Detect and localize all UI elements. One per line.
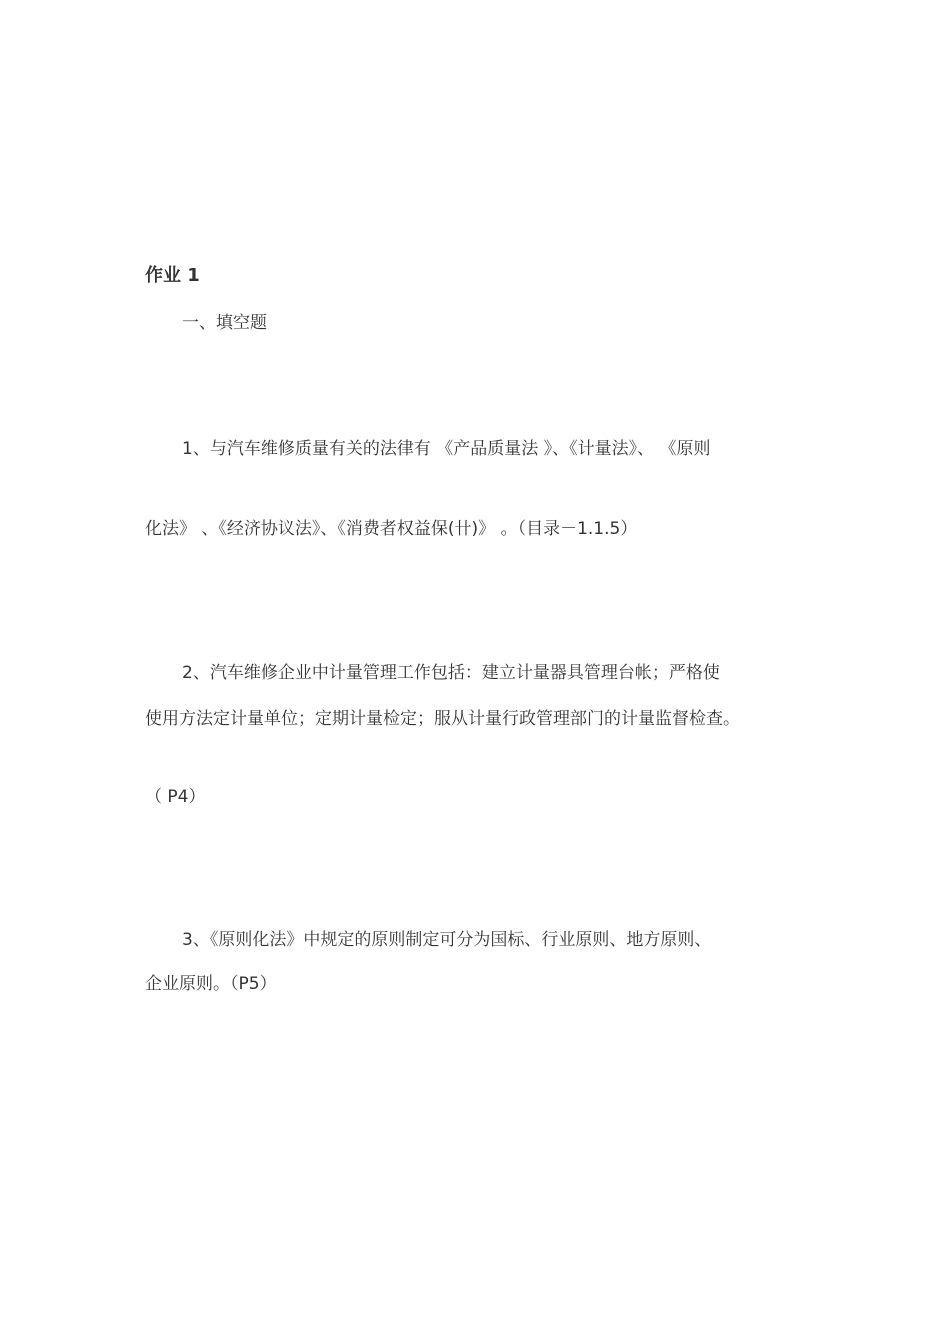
question-3-line-1: 3、《原则化法》中规定的原则制定可分为国标、行业原则、地方原则、 [182, 930, 712, 950]
question-3-line-2: 企业原则。（P5） [145, 974, 277, 994]
question-1-line-2: 化法》 、《经济协议法》、《消费者权益保(卄)》 。（目录－1.1.5） [145, 519, 638, 539]
question-2-line-3: （ P4） [145, 787, 206, 807]
question-2-line-1: 2、汽车维修企业中计量管理工作包括：建立计量器具管理台帐；严格使 [182, 663, 720, 683]
document-title: 作业 1 [145, 265, 200, 286]
section-heading: 一、填空题 [182, 313, 267, 333]
question-2-line-2: 使用方法定计量单位；定期计量检定；服从计量行政管理部门的计量监督检查。 [145, 709, 740, 729]
question-1-line-1: 1、与汽车维修质量有关的法律有 《产品质量法 》、《计量法》、 《原则 [182, 439, 711, 459]
